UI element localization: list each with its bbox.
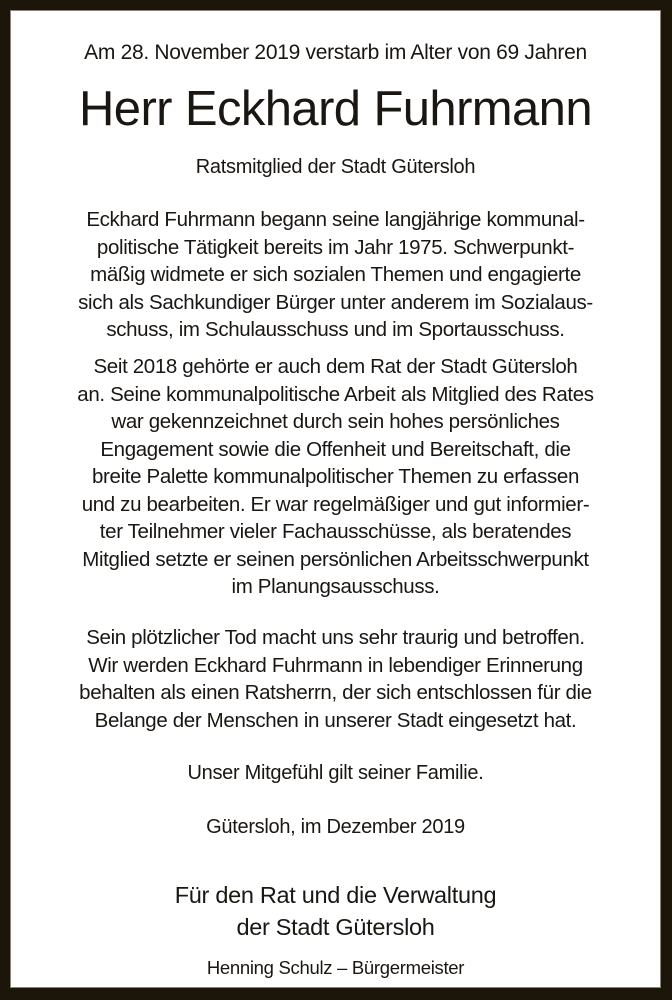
condolence-line: Unser Mitgefühl gilt seiner Familie. bbox=[187, 762, 484, 784]
obituary-notice bbox=[10, 10, 661, 988]
text-line: behalten als einen Ratsherrn, der sich entschlossen für die bbox=[79, 681, 592, 704]
text-line: Wir werden Eckhard Fuhrmann in lebendiger Erinnerung bbox=[88, 653, 583, 677]
text-line: Seit 2018 gehörte er auch dem Rat der Stadt Gütersloh bbox=[93, 355, 578, 378]
text-line: mäßig widmete er sich sozialen Themen und engagierte bbox=[90, 263, 581, 286]
paragraph-council-work bbox=[10, 353, 661, 601]
paragraph-remembrance bbox=[10, 624, 661, 734]
place-and-date: Gütersloh, im Dezember 2019 bbox=[206, 816, 465, 838]
text-line: war gekennzeichnet durch sein hohes persönliches bbox=[111, 410, 560, 433]
text-line: und zu bearbeiten. Er war regelmäßiger und gut informier- bbox=[81, 492, 590, 516]
signature-organization-line1: Für den Rat und die Verwaltung bbox=[174, 882, 497, 908]
text-line: ter Teilnehmer vieler Fachausschüsse, als beratendes bbox=[99, 520, 572, 543]
text-line: sich als Sachkundiger Bürger unter anderem im Sozialaus- bbox=[78, 290, 593, 314]
deceased-role: Ratsmitglied der Stadt Gütersloh bbox=[195, 156, 476, 178]
text-line: Belange der Menschen in unserer Stadt eingesetzt hat. bbox=[94, 708, 577, 732]
text-line: Sein plötzlicher Tod macht uns sehr traurig und betroffen. bbox=[86, 626, 585, 649]
text-line: Engagement sowie die Offenheit und Bereitschaft, die bbox=[100, 437, 571, 461]
deceased-name: Herr Eckhard Fuhrmann bbox=[79, 82, 592, 136]
text-line: Mitglied setzte er seinen persönlichen Arbeitsschwerpunkt bbox=[82, 547, 589, 571]
text-line: an. Seine kommunalpolitische Arbeit als Mitglied des Rates bbox=[77, 382, 594, 406]
paragraph-career bbox=[10, 206, 661, 344]
death-announcement: Am 28. November 2019 verstarb im Alter von 69 Jahren bbox=[84, 41, 587, 64]
text-line: breite Palette kommunalpolitischer Themen zu erfassen bbox=[92, 465, 579, 488]
text-line: politische Tätigkeit bereits im Jahr 1975. Schwerpunkt- bbox=[96, 235, 575, 259]
signatory-name: Henning Schulz – Bürgermeister bbox=[206, 957, 465, 978]
signature-organization-line2: der Stadt Gütersloh bbox=[236, 914, 435, 940]
text-line: im Planungsausschuss. bbox=[231, 575, 440, 598]
text-line: Eckhard Fuhrmann begann seine langjährige kommunal- bbox=[86, 208, 585, 231]
text-line: schuss, im Schulausschuss und im Sportausschuss. bbox=[106, 318, 565, 341]
